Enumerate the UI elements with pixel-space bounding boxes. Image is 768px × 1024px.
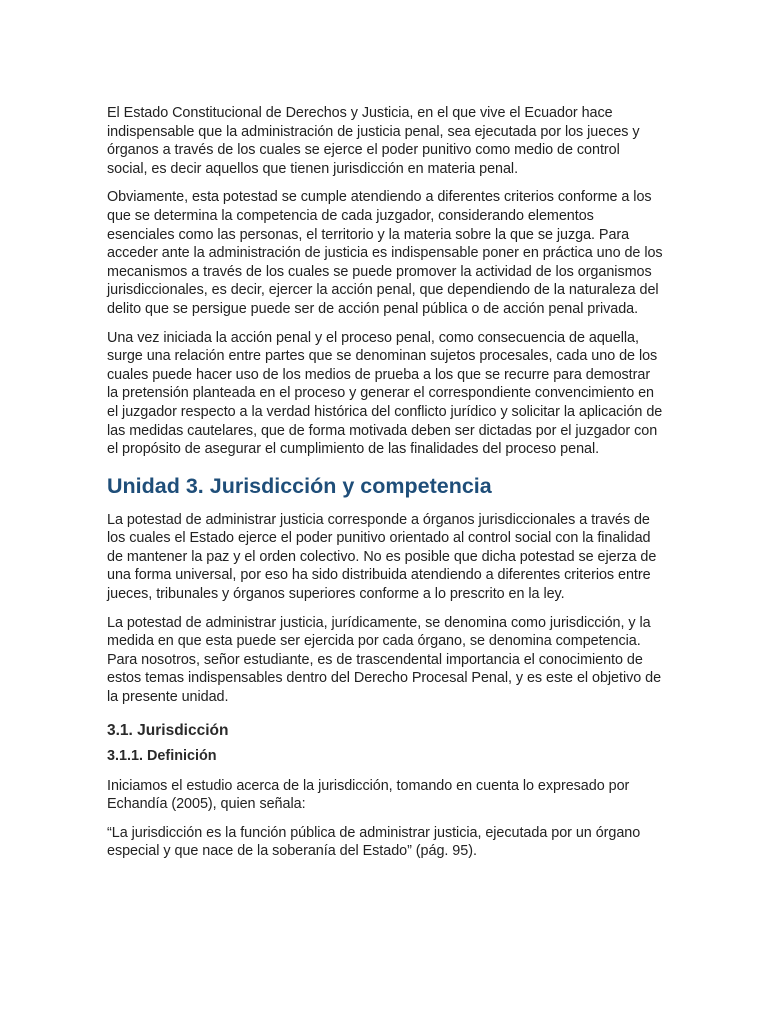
subsection-heading: 3.1.1. Definición [107, 747, 217, 764]
document-page [107, 104, 663, 871]
definition-paragraph: Iniciamos el estudio acerca de la jurisdicción, tomando en cuenta lo expresado por Echandía (2005), quien señala: [107, 777, 630, 813]
intro-paragraph-1: El Estado Constitucional de Derechos y Justicia, en el que vive el Ecuador hace indispensable que la administración de justicia penal, sea ejecutada por los jueces y órganos a través de los cuales se ejerce el poder punitivo como medio de control social, es decir aquellos que tienen jurisdicción en materia penal. [107, 105, 640, 177]
definition-quote: “La jurisdicción es la función pública de administrar justicia, ejecutada por un órgano especial y que nace de la soberanía del Estado” (pág. 95). [107, 824, 641, 860]
unit-paragraph-2: La potestad de administrar justicia, jurídicamente, se denomina como jurisdicción, y la medida en que esta puede ser ejercida por cada órgano, se denomina competencia. Para nosotros, señor estudiante, es de trascendental importancia el conocimiento de estos temas indispensables dentro del Derecho Procesal Penal, y es este el objetivo de la presente unidad. [107, 614, 662, 706]
unit-heading: Unidad 3. Jurisdicción y competencia [107, 473, 492, 498]
intro-paragraph-2: Obviamente, esta potestad se cumple atendiendo a diferentes criterios conforme a los que se determina la competencia de cada juzgador, considerando elementos esenciales como las personas, el territorio y la materia sobre la que se juzga. Para acceder ante la administración de justicia es indispensable poner en práctica uno de los mecanismos a través de los cuales se puede promover la actividad de los organismos jurisdiccionales, es decir, ejercer la acción penal, que dependiendo de la naturaleza del delito que se persigue puede ser de acción penal pública o de acción penal privada. [107, 189, 663, 317]
unit-paragraph-1: La potestad de administrar justicia corresponde a órganos jurisdiccionales a través de los cuales el Estado ejerce el poder punitivo orientado al control social con la finalidad de mantener la paz y el orden colectivo. No es posible que dicha potestad se ejerza de una forma universal, por eso ha sido distribuida atendiendo a diferentes criterios entre jueces, tribunales y órganos superiores conforme a lo prescrito en la ley. [107, 511, 657, 603]
section-heading: 3.1. Jurisdicción [107, 721, 229, 739]
intro-paragraph-3: Una vez iniciada la acción penal y el proceso penal, como consecuencia de aquella, surge una relación entre partes que se denominan sujetos procesales, cada uno de los cuales puede hacer uso de los medios de prueba a los que se recurre para demostrar la pretensión planteada en el proceso y generar el correspondiente convencimiento en el juzgador respecto a la verdad histórica del conflicto jurídico y solicitar la aplicación de las medidas cautelares, que de forma motivada deben ser dictadas por el juzgador con el propósito de asegurar el cumplimiento de las finalidades del proceso penal. [107, 329, 663, 458]
